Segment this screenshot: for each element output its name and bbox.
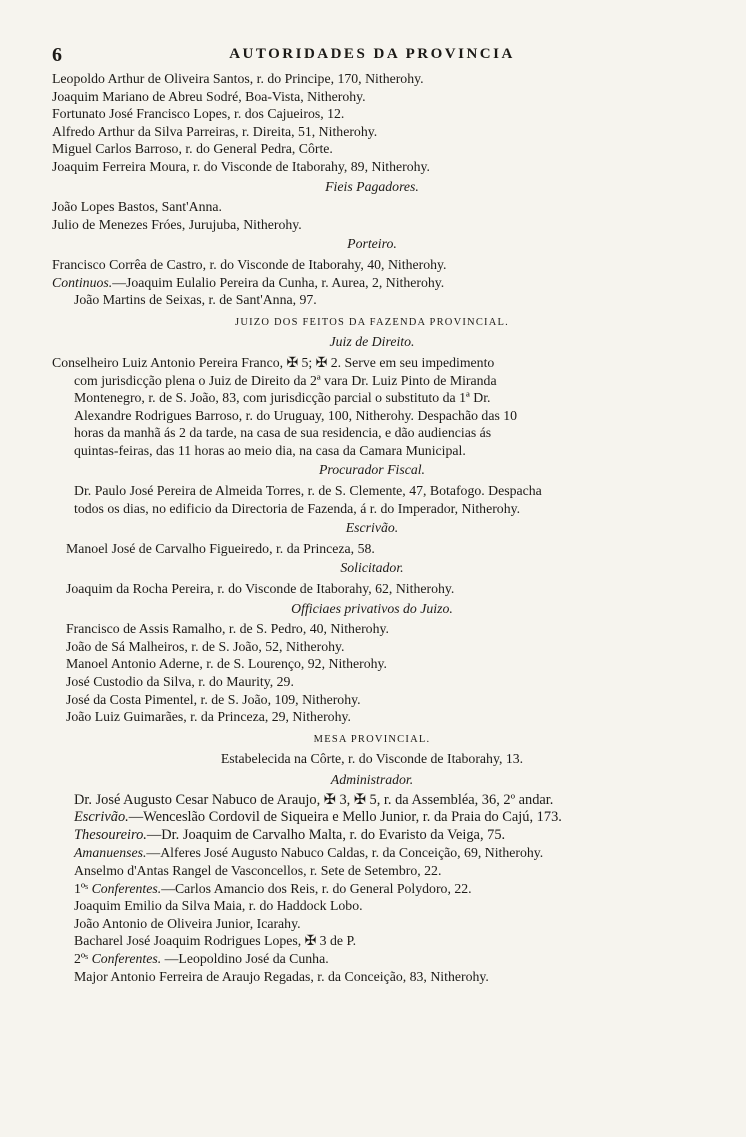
continuos-label: Continuos.: [52, 274, 113, 290]
mesa-established: Estabelecida na Côrte, r. do Visconde de Itaborahy, 13.: [220, 751, 524, 767]
entry-line: Major Antonio Ferreira de Araujo Regadas, r. da Conceição, 83, Nitherohy.: [74, 968, 489, 984]
entry-line: João Antonio de Oliveira Junior, Icarahy.: [74, 915, 301, 931]
conf2-label: Conferentes.: [91, 950, 162, 966]
porteiro-heading: Porteiro.: [347, 236, 397, 252]
continuos-line: [52, 274, 692, 292]
amanuenses-label: Amanuenses.: [74, 845, 147, 861]
escrivao-heading: Escrivão.: [345, 520, 399, 536]
escrivao-line: [52, 809, 692, 827]
running-title: AUTORIDADES DA PROVINCIA: [229, 46, 515, 62]
para-line: Conselheiro Luiz Antonio Pereira Franco, ✠ 5; ✠ 2. Serve em seu impedimento: [52, 354, 495, 370]
conferentes2-line: [52, 950, 692, 968]
entry-line: José Custodio da Silva, r. do Maurity, 29.: [66, 674, 294, 689]
page-content: [52, 70, 692, 985]
juizo-heading: JUIZO DOS FEITOS DA FAZENDA PROVINCIAL.: [235, 316, 509, 328]
mesa-heading: MESA PROVINCIAL.: [313, 733, 431, 745]
procurador-heading: Procurador Fiscal.: [318, 462, 426, 478]
administrador-heading: Administrador.: [330, 771, 414, 787]
tesoureiro-label: Thesoureiro.: [74, 826, 147, 843]
page-header: [52, 44, 692, 68]
entry-line: João Lopes Bastos, Sant'Anna.: [52, 199, 222, 215]
entry-line: Manoel Antonio Aderne, r. de S. Lourenço, 92, Nitherohy.: [66, 656, 387, 672]
entry-line: João de Sá Malheiros, r. de S. João, 52, Nitherohy.: [66, 638, 345, 654]
para-line: horas da manhã ás 2 da tarde, na casa de sua residencia, e dão audiencias ás: [74, 425, 492, 441]
conf2-text: —Leopoldino José da Cunha.: [161, 950, 329, 966]
entry-line: Bacharel José Joaquim Rodrigues Lopes, ✠ 3 de P.: [74, 933, 357, 949]
entry-line: João Luiz Guimarães, r. da Princeza, 29, Nitherohy.: [66, 709, 351, 725]
escrivao-text: —Wenceslão Cordovil de Siqueira e Mello Junior, r. da Praia do Cajú, 173.: [128, 809, 562, 826]
para-line: quintas-feiras, das 11 horas ao meio dia, na casa da Camara Municipal.: [74, 442, 466, 458]
solicitador-heading: Solicitador.: [340, 560, 404, 576]
para-line: Montenegro, r. de S. João, 83, com jurisdicção parcial o substituto da 1ª Dr.: [74, 390, 491, 406]
fieis-heading: Fieis Pagadores.: [325, 178, 419, 194]
entry-line: Joaquim Mariano de Abreu Sodré, Boa-Vista, Nitherohy.: [52, 88, 366, 104]
entry-line: João Martins de Seixas, r. de Sant'Anna, 97.: [74, 292, 317, 308]
entry-line: Joaquim da Rocha Pereira, r. do Visconde de Itaborahy, 62, Nitherohy.: [66, 581, 455, 597]
entry-line: Dr. José Augusto Cesar Nabuco de Araujo, ✠ 3, ✠ 5, r. da Assembléa, 36, 2º andar.: [74, 791, 554, 808]
entry-line: Leopoldo Arthur de Oliveira Santos, r. do Principe, 170, Nitherohy.: [52, 71, 424, 86]
juizo-paragraph: [52, 354, 692, 460]
entry-line: todos os dias, no edificio da Directoria de Fazenda, á r. do Imperador, Nitherohy.: [74, 500, 521, 516]
tesoureiro-text: —Dr. Joaquim de Carvalho Malta, r. do Evaristo da Veiga, 75.: [146, 826, 506, 843]
entry-line: Francisco de Assis Ramalho, r. de S. Pedro, 40, Nitherohy.: [66, 621, 389, 637]
entry-line: José da Costa Pimentel, r. de S. João, 109, Nitherohy.: [66, 691, 361, 707]
entry-line: Julio de Menezes Fróes, Jurujuba, Nitherohy.: [52, 216, 302, 232]
conf1-label: Conferentes.: [91, 880, 162, 896]
amanuenses-text: —Alferes José Augusto Nabuco Caldas, r. da Conceição, 69, Nitherohy.: [146, 845, 544, 861]
entry-line: Alfredo Arthur da Silva Parreiras, r. Direita, 51, Nitherohy.: [52, 123, 378, 139]
conf1-text: —Carlos Amancio dos Reis, r. do General Polydoro, 22.: [161, 880, 472, 896]
officiaes-heading: Officiaes privativos do Juizo.: [291, 600, 453, 616]
conf2-prefix: 2ºˢ: [74, 950, 89, 966]
entry-line: Joaquim Emilio da Silva Maia, r. do Haddock Lobo.: [74, 898, 363, 914]
juiz-subheading: Juiz de Direito.: [329, 334, 415, 350]
continuos-text: —Joaquim Eulalio Pereira da Cunha, r. Aurea, 2, Nitherohy.: [112, 274, 445, 290]
entry-line: Miguel Carlos Barroso, r. do General Pedra, Côrte.: [52, 141, 333, 157]
conf1-prefix: 1ºˢ: [74, 880, 89, 896]
escrivao-label: Escrivão.: [74, 809, 129, 826]
page-number: 6: [52, 44, 62, 66]
tesoureiro-line: [52, 827, 692, 845]
conferentes1-line: [52, 880, 692, 898]
para-line: com jurisdicção plena o Juiz de Direito da 2ª vara Dr. Luiz Pinto de Miranda: [74, 372, 497, 388]
entry-line: Manoel José de Carvalho Figueiredo, r. da Princeza, 58.: [66, 540, 375, 556]
entry-line: Fortunato José Francisco Lopes, r. dos Cajueiros, 12.: [52, 106, 345, 122]
entry-line: Francisco Corrêa de Castro, r. do Visconde de Itaborahy, 40, Nitherohy.: [52, 256, 447, 272]
entry-line: Anselmo d'Antas Rangel de Vasconcellos, r. Sete de Setembro, 22.: [74, 862, 442, 878]
para-line: Alexandre Rodrigues Barroso, r. do Uruguay, 100, Nitherohy. Despachão das 10: [74, 407, 518, 423]
entry-line: Dr. Paulo José Pereira de Almeida Torres, r. de S. Clemente, 47, Botafogo. Despacha: [74, 483, 542, 499]
entry-line: Joaquim Ferreira Moura, r. do Visconde de Itaborahy, 89, Nitherohy.: [52, 158, 430, 174]
amanuenses-line: [52, 844, 692, 862]
